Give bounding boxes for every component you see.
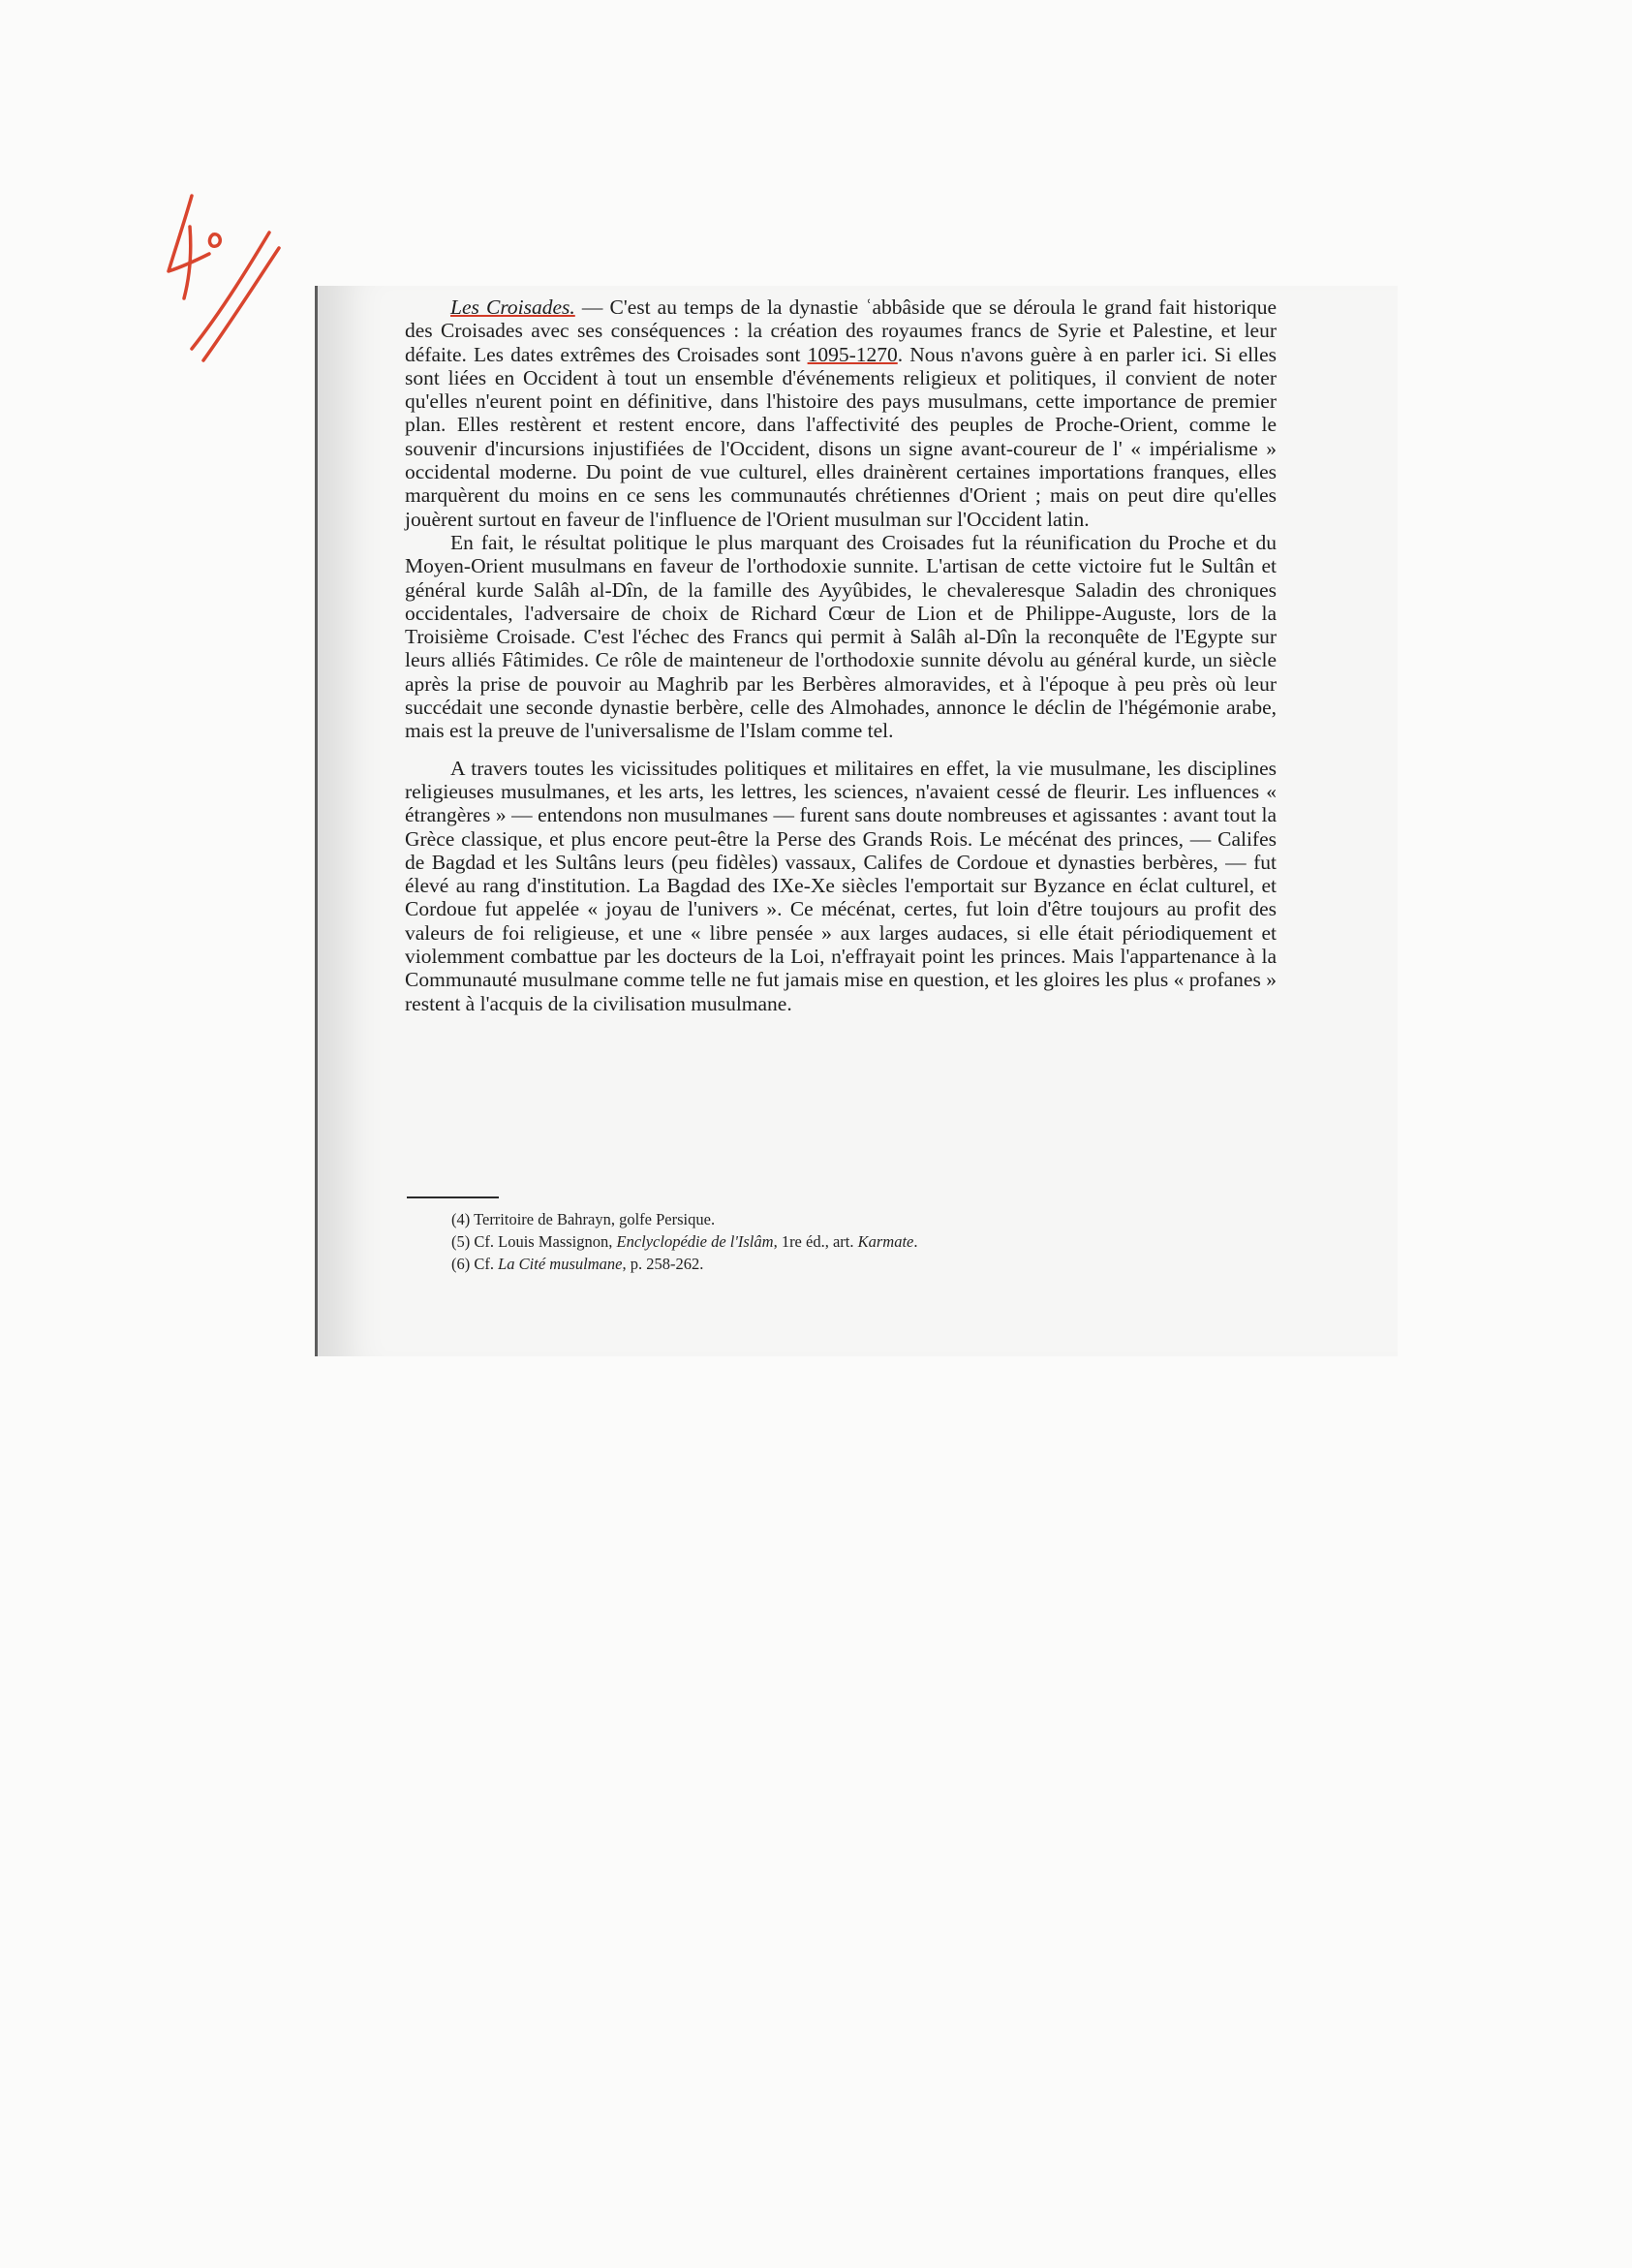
article-text [405, 295, 1277, 1015]
footnote-6-title: La Cité musulmane [498, 1255, 623, 1273]
section-lead: Les Croisades. [450, 295, 575, 319]
paragraph-1-text: — C'est au temps de la dynastie ʿabbâside que se déroula le grand fait historique des Croisades avec ses conséquences : la création des royaumes francs de Syrie et Palestine, et leur défaite. Les dates extrêmes des Croisades sont [405, 295, 1277, 366]
paragraph-3: A travers toutes les vicissitudes politiques et militaires en effet, la vie musulmane, les disciplines religieuses musulmanes, et les arts, les lettres, les sciences, n'avaient cessé de fleurir. Les influences « étrangères » — entendons non musulmanes — furent sans doute nombreuses et agissantes : avant tout la Grèce classique, et plus encore peut-être la Perse des Grands Rois. Le mécénat des princes, — Califes de Bagdad et les Sultâns leurs (peu fidèles) vassaux, Califes de Cordoue et dynasties berbères, — fut élevé au rang d'institution. La Bagdad des IXe-Xe siècles l'emportait sur Byzance en éclat culturel, et Cordoue fut appelée « joyau de l'univers ». Ce mécénat, certes, fut loin d'être toujours au profit des valeurs de foi religieuse, et une « libre pensée » aux larges audaces, si elle était périodiquement et violemment combattue par les docteurs de la Loi, n'effrayait point les princes. Mais l'appartenance à la Communauté musulmane comme telle ne fut jamais mise en question, et les gloires les plus « profanes » restent à l'acquis de la civilisation musulmane. [405, 756, 1277, 1015]
footnote-6-end: , p. 258-262. [622, 1255, 704, 1273]
footnote-5-article: Karmate [857, 1232, 914, 1251]
footnotes [451, 1208, 1187, 1275]
paragraph-1-end: . Nous n'avons guère à en parler ici. Si elles sont liées en Occident à tout un ensemble d'événements religieux et politiques, il convient de noter qu'elles n'eurent point en définitive, dans l'histoire des pays musulmans, cette importance de premier plan. Elles restèrent et restent encore, dans l'affectivité des peuples de Proche-Orient, comme le souvenir d'incursions injustifiées de l'Occident, disons un signe avant-coureur de l' « impérialisme » occidental moderne. Du point de vue culturel, elles drainèrent certaines importations franques, elles marquèrent du moins en ce sens les communautés chrétiennes d'Orient ; mais on peut dire qu'elles jouèrent surtout en faveur de l'influence de l'Orient musulman sur l'Occident latin. [405, 342, 1277, 531]
paragraph-2: En fait, le résultat politique le plus marquant des Croisades fut la réunification du Proche et du Moyen-Orient musulmans en faveur de l'orthodoxie sunnite. L'artisan de cette victoire fut le Sultân et général kurde Salâh al-Dîn, de la famille des Ayyûbides, le chevaleresque Saladin des chroniques occidentales, l'adversaire de choix de Richard Cœur de Lion et de Philippe-Auguste, lors de la Troisième Croisade. C'est l'échec des Francs qui permit à Salâh al-Dîn la reconquête de l'Egypte sur leurs alliés Fâtimides. Ce rôle de mainteneur de l'orthodoxie sunnite dévolu au général kurde, un siècle après la prise de pouvoir au Maghrib par les Berbères almoravides, et à l'époque à peu près où leur succédait une seconde dynastie berbère, celle des Almohades, annonce le déclin de l'hégémonie arabe, mais est la preuve de l'universalisme de l'Islam comme tel. [405, 530, 1277, 743]
crusade-dates: 1095-1270 [807, 342, 898, 366]
paragraph-1 [405, 295, 1277, 531]
newspaper-clipping [315, 286, 1398, 1356]
handwritten-annotation [155, 184, 300, 368]
footnote-rule [407, 1196, 499, 1198]
handwritten-mark-icon [155, 184, 300, 368]
footnote-6 [451, 1253, 1187, 1275]
footnote-6-prefix: (6) Cf. [451, 1255, 499, 1273]
footnote-5-title: Enclyclopédie de l'Islâm [616, 1232, 774, 1251]
footnote-4: (4) Territoire de Bahrayn, golfe Persique. [451, 1210, 716, 1228]
footnote-5-prefix: (5) Cf. Louis Massignon, [451, 1232, 617, 1251]
footnote-5 [451, 1230, 1187, 1253]
footnote-5-end: . [913, 1232, 918, 1251]
footnote-5-mid: , 1re éd., art. [773, 1232, 858, 1251]
